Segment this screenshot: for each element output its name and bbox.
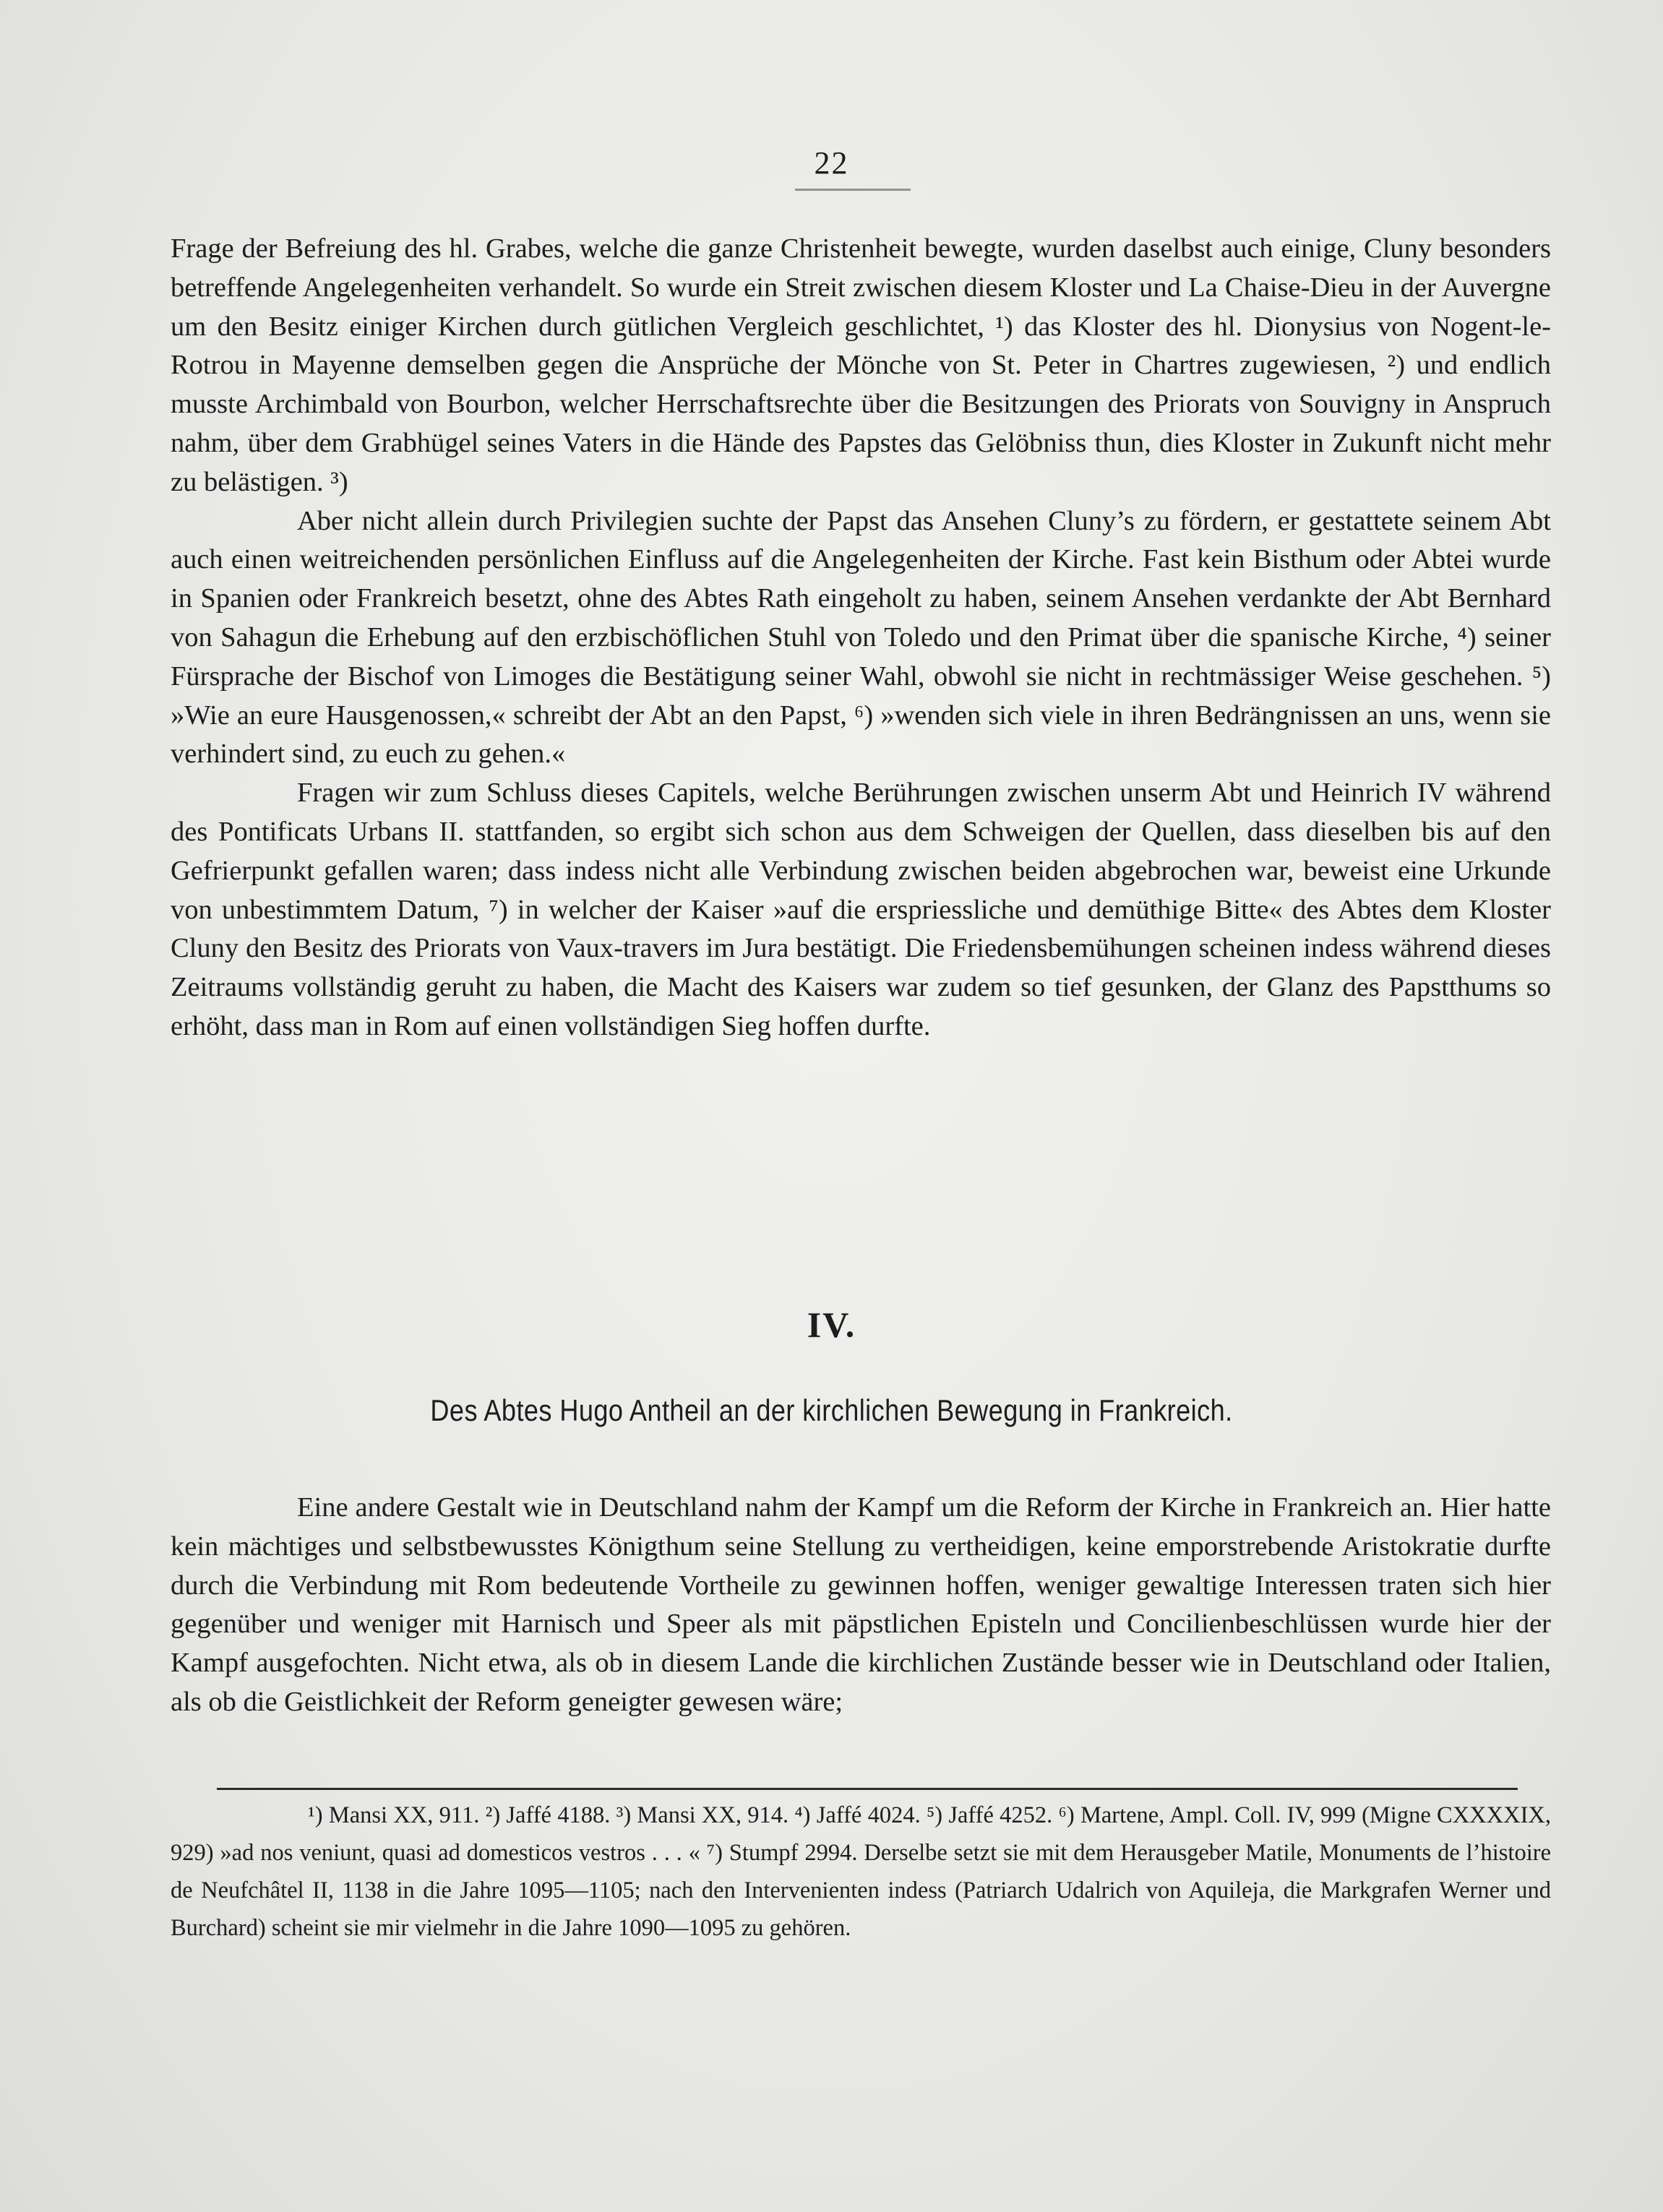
footnotes (171, 1796, 1551, 1947)
paragraph-frankreich: Eine andere Gestalt wie in Deutschland nahm der Kampf um die Reform der Kirche in Frankreich an. Hier hatte kein mächtiges und selbstbewusstes Königthum seine Stellung zu vertheidigen, keine emporstrebende Aristokratie durfte durch die Verbindung mit Rom bedeutende Vortheile zu gewinnen hoffen, weniger gewaltige Interessen traten sich hier gegenüber und weniger mit Harnisch und Speer als mit päpstlichen Episteln und Concilienbeschlüssen wurde hier der Kampf ausgefochten. Nicht etwa, als ob in diesem Lande die kirchlichen Zustände besser wie in Deutschland oder Italien, als ob die Geistlichkeit der Reform geneigter gewesen wäre; (171, 1492, 1551, 1717)
text-block-upper (171, 230, 1551, 1046)
paragraph-heinrich: Fragen wir zum Schluss dieses Capitels, welche Berührungen zwischen unserm Abt und Heinrich IV während des Pontificats Urbans II. stattfanden, so ergibt sich schon aus dem Schweigen der Quellen, dass dieselben bis auf den Gefrierpunkt gefallen waren; dass indess nicht alle Verbindung zwischen beiden abgebrochen war, beweist eine Urkunde von unbestimmtem Datum, ⁷) in welcher der Kaiser »auf die erspriessliche und demüthige Bitte« des Abtes dem Kloster Cluny den Besitz des Priorats von Vaux-travers im Jura bestätigt. Die Friedensbemühungen scheinen indess während dieses Zeitraums vollständig geruht zu haben, die Macht des Kaisers war zudem so tief gesunken, der Glanz des Papstthums so erhöht, dass man in Rom auf einen vollständigen Sieg hoffen durfte. (171, 778, 1551, 1041)
footnote-text: ¹) Mansi XX, 911. ²) Jaffé 4188. ³) Mansi XX, 914. ⁴) Jaffé 4024. ⁵) Jaffé 4252. ⁶) Martene, Ampl. Coll. IV, 999 (Migne CXXXXIX, 929) »ad nos veniunt, quasi ad domesticos vestros . . . « ⁷) Stumpf 2994. Derselbe setzt sie mit dem Herausgeber Matile, Monuments de l’histoire de Neufchâtel II, 1138 in die Jahre 1095—1105; nach den Intervenienten indess (Patriarch Udalrich von Aquileja, die Markgrafen Werner und Burchard) scheint sie mir vielmehr in die Jahre 1090—1095 zu gehören. (171, 1802, 1551, 1941)
page-number: 22 (814, 145, 849, 181)
page-number-ornament (795, 184, 911, 191)
paragraph-privileges: Aber nicht allein durch Privilegien suchte der Papst das Ansehen Cluny’s zu fördern, er gestattete seinem Abt auch einen weitreichenden persönlichen Einfluss auf die Angelegenheiten der Kirche. Fast kein Bisthum oder Abtei wurde in Spanien oder Frankreich besetzt, ohne des Abtes Rath eingeholt zu haben, seinem Ansehen verdankte der Abt Bernhard von Sahagun die Erhebung auf den erzbischöflichen Stuhl von Toledo und den Primat über die spanische Kirche, ⁴) seiner Fürsprache der Bischof von Limoges die Bestätigung seiner Wahl, obwohl sie nicht in rechtmässiger Weise geschehen. ⁵) »Wie an eure Hausgenossen,« schreibt der Abt an den Papst, ⁶) »wenden sich viele in ihren Bedrängnissen an uns, wenn sie verhindert sind, zu euch zu gehen.« (171, 505, 1551, 770)
chapter-title: Des Abtes Hugo Antheil an der kirchlichen Bewegung in Frankreich. (430, 1393, 1233, 1427)
footnote-divider (217, 1788, 1518, 1790)
paragraph-continuation: Frage der Befreiung des hl. Grabes, welche die ganze Christenheit bewegte, wurden daselbst auch einige, Cluny besonders betreffende Angelegenheiten verhandelt. So wurde ein Streit zwischen diesem Kloster und La Chaise-Dieu in der Auvergne um den Besitz einiger Kirchen durch gütlichen Vergleich geschlichtet, ¹) das Kloster des hl. Dionysius von Nogent-le-Rotrou in Mayenne demselben gegen die Ansprüche der Mönche von St. Peter in Chartres zugewiesen, ²) und endlich musste Archimbald von Bourbon, welcher Herrschaftsrechte über die Besitzungen des Priorats von Souvigny in Anspruch nahm, über dem Grabhügel seines Vaters in die Hände des Papstes das Gelöbniss thun, dies Kloster in Zukunft nicht mehr zu belästigen. ³) (171, 233, 1551, 497)
text-block-lower (171, 1489, 1551, 1722)
section-numeral: IV. (807, 1304, 856, 1345)
